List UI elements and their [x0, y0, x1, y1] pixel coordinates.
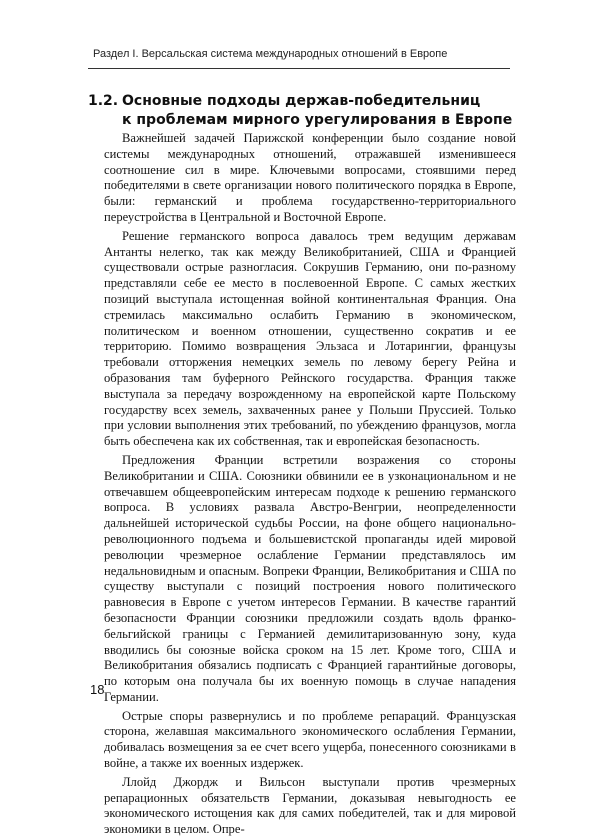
header-divider — [88, 68, 510, 69]
paragraph: Решение германского вопроса давалось трем ведущим державам Антанты нелегко, так как между Великобританией, США и Францией существовали острые разногласия. Сокрушив Германию, они по-разному представляли себе ее место в послевоенной Европе. С самых жестких позиций выступала истощенная войной континентальная Франция. Она стремилась максимально ослабить Германию в экономическом, политическом и военном отношении, существенно сократив и ее территорию. Помимо возвращения Эльзаса и Лотарингии, французы требовали отторжения немецких земель по левому берегу Рейна и образования там буферного Рейнского государства. Франция также выступала за передачу возрожденному на европейской карте Польскому государству всех земель, захваченных ранее у Польши Пруссией. Только при условии выполнения этих требований, по убеждению французов, могла быть обеспечена как их собственная, так и европейская безопасность. — [104, 228, 516, 449]
paragraph: Ллойд Джордж и Вильсон выступали против чрезмерных репарационных обязательств Германии, доказывая невыгодность ее экономического истощения как для самих победителей, так и для мировой экономики в целом. Опре- — [104, 774, 516, 837]
page-number: 18 — [90, 682, 105, 697]
section-title-line-2: к проблемам мирного урегулирования в Европе — [122, 112, 513, 128]
running-header: Раздел I. Версальская система международных отношений в Европе — [93, 48, 448, 60]
section-title-line-1: Основные подходы держав-победительниц — [122, 93, 481, 109]
paragraph: Предложения Франции встретили возражения со стороны Великобритании и США. Союзники обвинили ее в узконациональном и не отвечавшем общеевропейским интересам подходе к решению германского вопроса. В условиях развала Австро-Венгрии, неопределенности дальнейшей исторической судьбы России, на фоне общего национально-революционного подъема и большевистской пропаганды идей мировой революции чрезмерное ослабление Германии представлялось им недальновидным и опасным. Вопреки Франции, Великобритания и США по существу выступали с позиций построения нового политического равновесия в Европе с учетом интересов Германии. В качестве гарантий безопасности Франции союзники предложили создать вдоль франко-бельгийской границы с Германией демилитаризованную зону, куда вводились бы союзные войска сроком на 15 лет. Кроме того, США и Великобритания обязались подписать с Францией гарантийные договоры, по которым она получала бы их военную помощь в случае нападения Германии. — [104, 452, 516, 704]
paragraph: Важнейшей задачей Парижской конференции было создание новой системы международных отношений, отражавшей изменившееся соотношение сил в мире. Ключевыми вопросами, стоявшими перед победителями в свете организации нового политического порядка в Европе, были: германский и проблема государственно-территориального переустройства в Центральной и Восточной Европе. — [104, 131, 516, 224]
section-heading — [88, 92, 518, 130]
section-number: 1.2. — [88, 93, 119, 109]
paragraph: Острые споры развернулись и по проблеме репараций. Французская сторона, желавшая максимального экономического ослабления Германии, добивалась возмещения за ее счет всего ущерба, понесенного союзниками в войне, а также их военных издержек. — [104, 708, 516, 771]
body-text — [104, 131, 516, 838]
